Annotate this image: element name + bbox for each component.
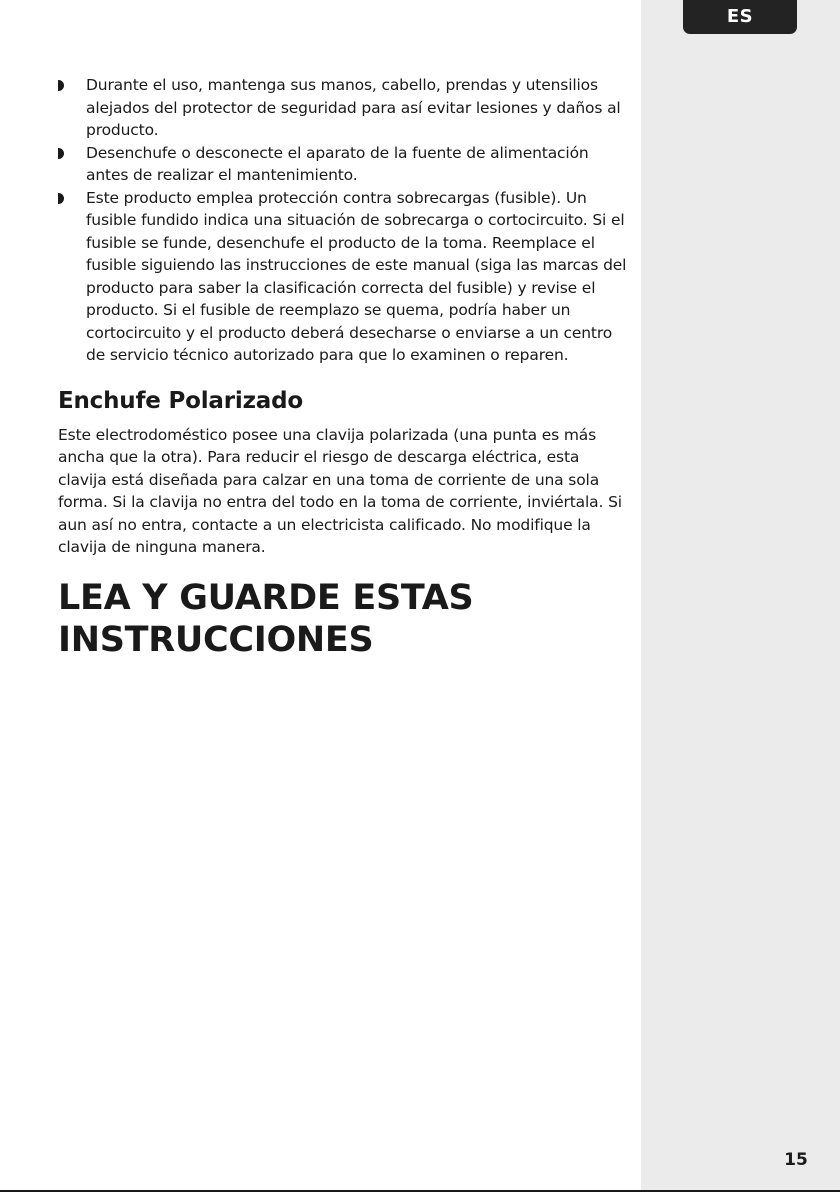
list-item-text: Este producto emplea protección contra sobrecargas (fusible). Un fusible fundido indica una situación de sobrecarga o cortocircuito. Si el fusible se funde, desenchufe el producto de la toma. Reemplace el fusible siguiendo las instrucciones de este manual (siga las marcas del producto para saber la clasificación correcta del fusible) y revise el producto. Si el fusible de reemplazo se quema, podría haber un cortocircuito y el producto deberá desecharse o enviarse a un centro de servicio técnico autorizado para que lo examinen o reparen. <box>86 188 627 364</box>
section-heading: Enchufe Polarizado <box>58 387 303 414</box>
safety-bullet-list <box>58 74 628 367</box>
closing-heading: LEA Y GUARDE ESTAS INSTRUCCIONES <box>58 577 474 660</box>
list-item <box>58 187 628 367</box>
list-item-text: Durante el uso, mantenga sus manos, cabello, prendas y utensilios alejados del protector de seguridad para así evitar lesiones y daños al producto. <box>86 76 621 139</box>
bullet-icon <box>58 148 64 159</box>
section-paragraph: Este electrodoméstico posee una clavija polarizada (una punta es más ancha que la otra). Para reducir el riesgo de descarga eléctrica, esta clavija está diseñada para calzar en una toma de corriente de una sola forma. Si la clavija no entra del todo en la toma de corriente, inviértala. Si aun así no entra, contacte a un electricista calificado. No modifique la clavija de ninguna manera. <box>58 425 622 556</box>
list-item-text: Desenchufe o desconecte el aparato de la fuente de alimentación antes de realizar el mantenimiento. <box>86 143 589 184</box>
list-item <box>58 142 628 187</box>
bullet-icon <box>58 193 64 204</box>
bullet-icon <box>58 80 64 91</box>
page-number: 15 <box>784 1150 808 1170</box>
list-item <box>58 74 628 142</box>
language-tab: ES <box>683 0 797 34</box>
language-sidebar <box>641 0 840 1192</box>
page-content <box>58 74 628 661</box>
